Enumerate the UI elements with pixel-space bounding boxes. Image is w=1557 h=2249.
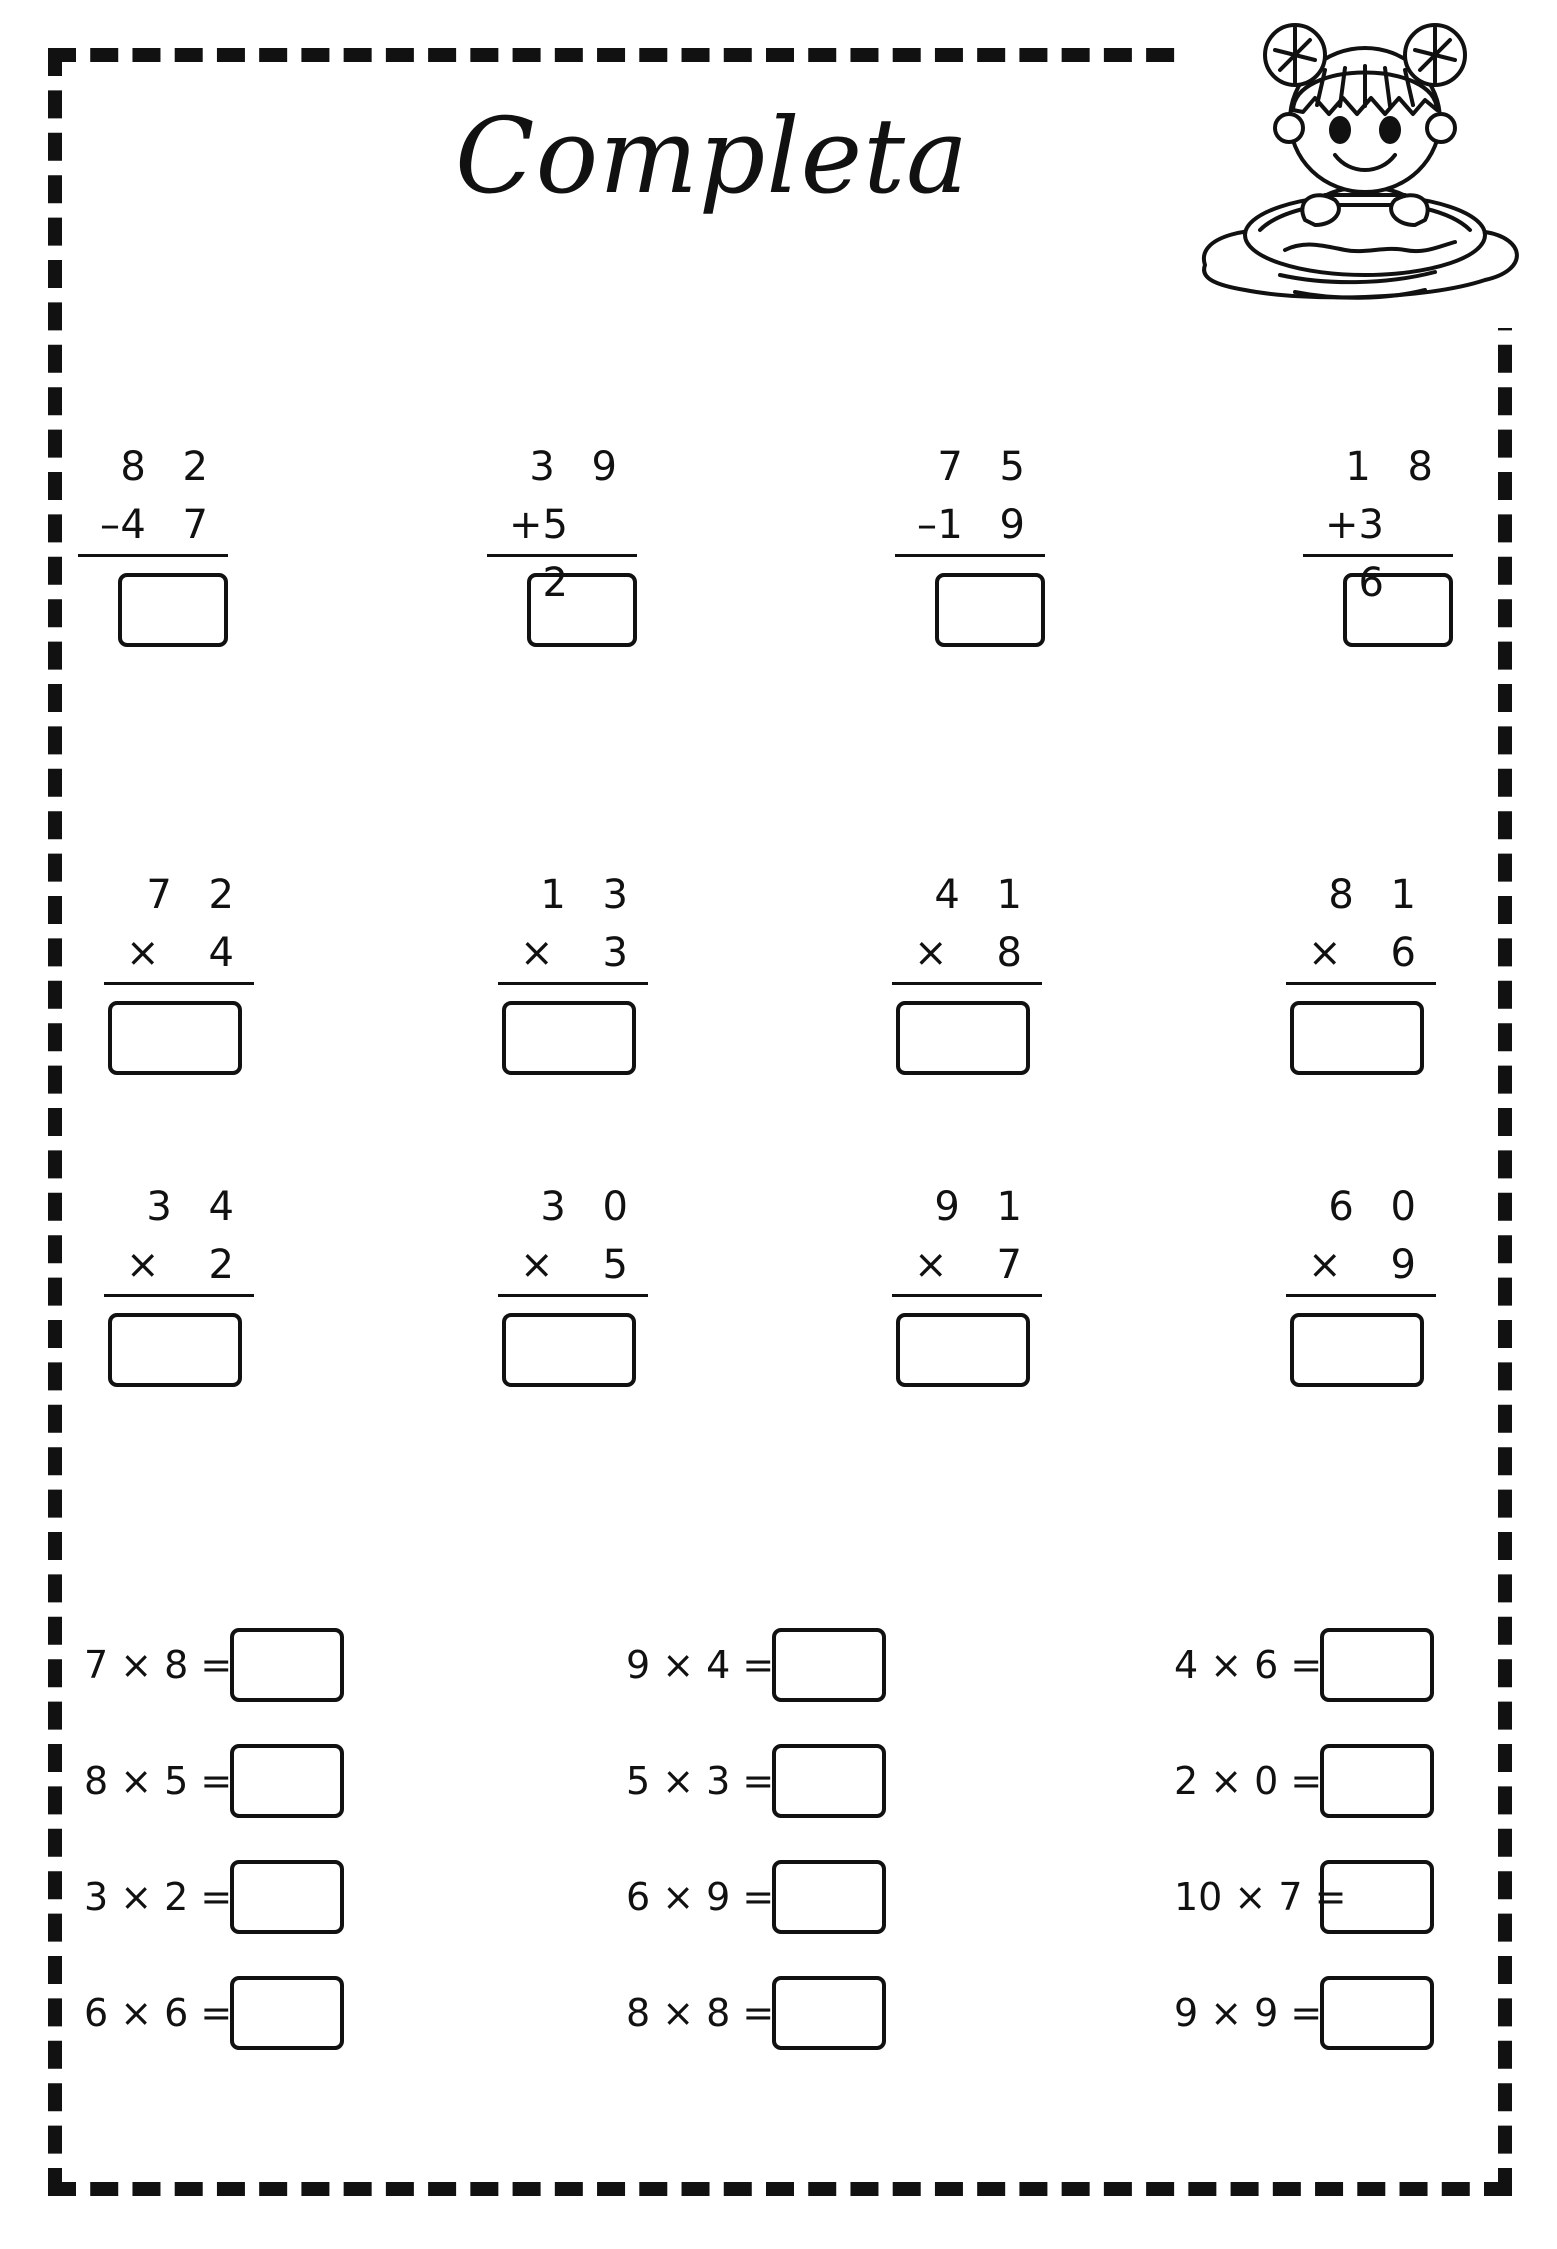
answer-line xyxy=(104,1294,254,1297)
operator: × xyxy=(520,1242,554,1288)
operator: × xyxy=(914,930,948,976)
answer-line xyxy=(892,1294,1042,1297)
top-number: 6 0 xyxy=(1328,1184,1428,1230)
answer-line xyxy=(498,1294,648,1297)
equation xyxy=(626,1975,886,2051)
answer-line xyxy=(1286,982,1436,985)
equation-expression: 8 × 8 = xyxy=(626,1991,775,2035)
answer-box[interactable] xyxy=(772,1976,886,2050)
answer-box[interactable] xyxy=(772,1628,886,1702)
worksheet-title: Completa xyxy=(455,95,969,217)
operator: + xyxy=(509,502,543,548)
girl-swim-ring-illustration xyxy=(1185,10,1530,328)
vertical-problem xyxy=(895,438,1045,647)
equation-expression: 6 × 6 = xyxy=(84,1991,233,2035)
top-number: 4 1 xyxy=(934,872,1034,918)
top-number: 3 0 xyxy=(540,1184,640,1230)
bottom-number: 6 xyxy=(1390,930,1428,976)
equation xyxy=(626,1627,886,1703)
equation xyxy=(1174,1975,1434,2051)
top-number: 7 2 xyxy=(146,872,246,918)
top-number: 7 5 xyxy=(937,444,1037,490)
top-number: 3 4 xyxy=(146,1184,246,1230)
answer-box[interactable] xyxy=(772,1860,886,1934)
equation-expression: 2 × 0 = xyxy=(1174,1759,1323,1803)
equation xyxy=(1174,1859,1434,1935)
answer-box[interactable] xyxy=(1320,1744,1434,1818)
equation xyxy=(84,1627,344,1703)
answer-box[interactable] xyxy=(772,1744,886,1818)
vertical-problem xyxy=(1286,866,1436,1075)
answer-box[interactable] xyxy=(502,1001,636,1075)
vertical-problem xyxy=(892,866,1042,1075)
answer-line xyxy=(1286,1294,1436,1297)
answer-box[interactable] xyxy=(1320,1976,1434,2050)
vertical-problem xyxy=(487,438,637,647)
answer-box[interactable] xyxy=(230,1628,344,1702)
bottom-number: 8 xyxy=(996,930,1034,976)
operator: + xyxy=(1325,502,1359,548)
vertical-problem xyxy=(892,1178,1042,1387)
bottom-number: 5 xyxy=(602,1242,640,1288)
answer-line xyxy=(892,982,1042,985)
operator: × xyxy=(1308,1242,1342,1288)
answer-line xyxy=(78,554,228,557)
equation xyxy=(626,1743,886,1819)
answer-box[interactable] xyxy=(230,1976,344,2050)
vertical-problem xyxy=(498,1178,648,1387)
bottom-number: 3 xyxy=(602,930,640,976)
answer-box[interactable] xyxy=(118,573,228,647)
operator: – xyxy=(100,502,120,548)
operator: × xyxy=(1308,930,1342,976)
equation-expression: 8 × 5 = xyxy=(84,1759,233,1803)
vertical-problem xyxy=(78,438,228,647)
answer-box[interactable] xyxy=(1290,1001,1424,1075)
equation-expression: 4 × 6 = xyxy=(1174,1643,1323,1687)
top-number: 1 8 xyxy=(1345,444,1445,490)
equation xyxy=(84,1859,344,1935)
equation xyxy=(1174,1743,1434,1819)
vertical-problem xyxy=(1303,438,1453,647)
answer-box[interactable] xyxy=(935,573,1045,647)
vertical-problem xyxy=(104,1178,254,1387)
bottom-number: 3 6 xyxy=(1358,502,1396,606)
top-number: 9 1 xyxy=(934,1184,1034,1230)
bottom-number: 9 xyxy=(1390,1242,1428,1288)
answer-line xyxy=(498,982,648,985)
equation xyxy=(84,1743,344,1819)
equation-expression: 7 × 8 = xyxy=(84,1643,233,1687)
answer-box[interactable] xyxy=(230,1860,344,1934)
bottom-number: 4 7 xyxy=(120,502,220,548)
top-number: 8 1 xyxy=(1328,872,1428,918)
operator: – xyxy=(917,502,937,548)
top-number: 8 2 xyxy=(120,444,220,490)
answer-box[interactable] xyxy=(230,1744,344,1818)
equation xyxy=(626,1859,886,1935)
equation-expression: 9 × 9 = xyxy=(1174,1991,1323,2035)
equation-expression: 3 × 2 = xyxy=(84,1875,233,1919)
answer-line xyxy=(104,982,254,985)
answer-box[interactable] xyxy=(896,1001,1030,1075)
answer-box[interactable] xyxy=(108,1001,242,1075)
answer-box[interactable] xyxy=(502,1313,636,1387)
equation-expression: 10 × 7 = xyxy=(1174,1875,1347,1919)
vertical-problem xyxy=(1286,1178,1436,1387)
equation-expression: 9 × 4 = xyxy=(626,1643,775,1687)
bottom-number: 5 2 xyxy=(542,502,580,606)
answer-box[interactable] xyxy=(896,1313,1030,1387)
operator: × xyxy=(914,1242,948,1288)
answer-box[interactable] xyxy=(1290,1313,1424,1387)
top-number: 3 9 xyxy=(529,444,629,490)
answer-box[interactable] xyxy=(1320,1628,1434,1702)
operator: × xyxy=(126,930,160,976)
answer-line xyxy=(895,554,1045,557)
top-number: 1 3 xyxy=(540,872,640,918)
bottom-number: 2 xyxy=(208,1242,246,1288)
bottom-number: 4 xyxy=(208,930,246,976)
vertical-problem xyxy=(104,866,254,1075)
equation xyxy=(84,1975,344,2051)
answer-box[interactable] xyxy=(1320,1860,1434,1934)
equation-expression: 5 × 3 = xyxy=(626,1759,775,1803)
operator: × xyxy=(126,1242,160,1288)
equation xyxy=(1174,1627,1434,1703)
bottom-number: 7 xyxy=(996,1242,1034,1288)
operator: × xyxy=(520,930,554,976)
vertical-problem xyxy=(498,866,648,1075)
equation-expression: 6 × 9 = xyxy=(626,1875,775,1919)
bottom-number: 1 9 xyxy=(937,502,1037,548)
answer-box[interactable] xyxy=(108,1313,242,1387)
